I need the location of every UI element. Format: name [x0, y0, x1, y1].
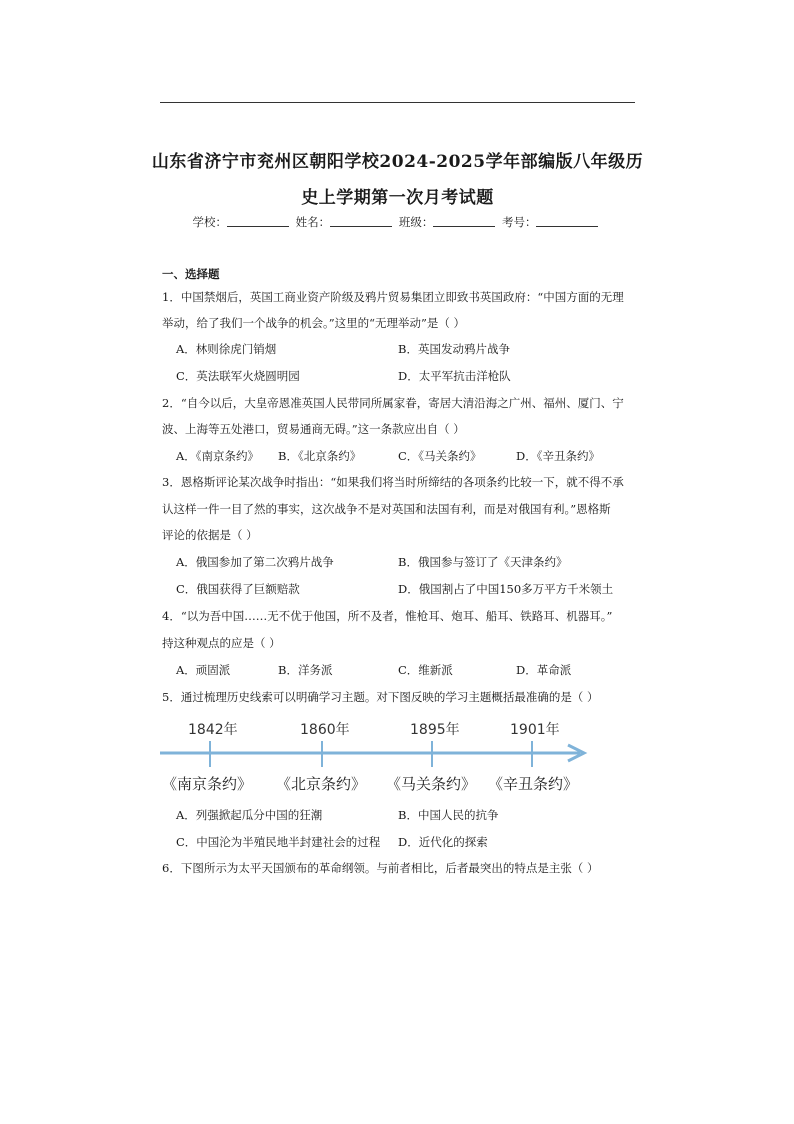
q3-line-2: 认这样一件一目了然的事实，这次战争不是对英国和法国有利，而是对俄国有利。”恩格斯 [162, 502, 611, 516]
q3-line-1: 3．恩格斯评论某次战争时指出：“如果我们将当时所缔结的各项条约比较一下，就不得不承 [162, 475, 624, 489]
number-label: 考号： [501, 215, 537, 229]
q2-option-a[interactable]: A．《南京条约》 [176, 449, 260, 463]
q2-line-2: 波、上海等五处港口，贸易通商无碍。”这一条款应出自（ ） [162, 422, 465, 436]
timeline-year-4: 1901年 [510, 722, 560, 738]
q4-line-1: 4．“以为吾中国……无不优于他国，所不及者，惟枪耳、炮耳、船耳、铁路耳、机器耳。” [162, 609, 613, 623]
header-rule [160, 102, 635, 103]
q3-line-3: 评论的依据是（ ） [162, 528, 258, 542]
q3-option-c[interactable]: C．俄国获得了巨额赔款 [176, 582, 300, 596]
number-blank[interactable] [536, 215, 598, 227]
q2-line-1: 2．“自今以后，大皇帝恩准英国人民带同所属家眷，寄居大清沿海之广州、福州、厦门、宁 [162, 396, 624, 410]
q1-line-2: 举动，给了我们一个战争的机会。”这里的“无理举动”是（ ） [162, 316, 466, 330]
timeline-figure [160, 717, 590, 799]
q1-option-c[interactable]: C．英法联军火烧圆明园 [176, 369, 300, 383]
q4-line-2: 持这种观点的应是（ ） [162, 636, 281, 650]
timeline-treaty-1: 《南京条约》 [162, 775, 253, 793]
school-blank[interactable] [227, 215, 289, 227]
q1-option-a[interactable]: A．林则徐虎门销烟 [176, 342, 277, 356]
q2-option-c[interactable]: C．《马关条约》 [398, 449, 482, 463]
section-title: 一、选择题 [162, 267, 220, 281]
name-label: 姓名： [295, 215, 331, 229]
q3-option-b[interactable]: B．俄国参与签订了《天津条约》 [398, 555, 568, 569]
timeline-year-3: 1895年 [410, 722, 460, 738]
timeline-year-1: 1842年 [188, 722, 238, 738]
timeline-treaty-2: 《北京条约》 [276, 775, 367, 793]
q1-option-b[interactable]: B．英国发动鸦片战争 [398, 342, 510, 356]
timeline-treaty-3: 《马关条约》 [386, 775, 477, 793]
timeline-year-2: 1860年 [300, 722, 350, 738]
q4-option-a[interactable]: A．顽固派 [176, 663, 231, 677]
timeline-treaty-4: 《辛丑条约》 [488, 775, 579, 793]
q2-option-d[interactable]: D．《辛丑条约》 [516, 449, 600, 463]
q5-option-b[interactable]: B．中国人民的抗争 [398, 808, 499, 822]
q5-option-a[interactable]: A．列强掀起瓜分中国的狂潮 [176, 808, 323, 822]
school-label: 学校： [192, 215, 228, 229]
q3-option-d[interactable]: D．俄国割占了中国150多万平方千米领土 [398, 582, 614, 596]
q5-line-1: 5．通过梳理历史线索可以明确学习主题。对下图反映的学习主题概括最准确的是（ ） [162, 690, 599, 704]
student-info-row [0, 214, 794, 230]
q2-option-b[interactable]: B．《北京条约》 [278, 449, 362, 463]
q1-option-d[interactable]: D．太平军抗击洋枪队 [398, 369, 511, 383]
q4-option-c[interactable]: C．维新派 [398, 663, 453, 677]
q4-option-b[interactable]: B．洋务派 [278, 663, 333, 677]
q4-option-d[interactable]: D．革命派 [516, 663, 572, 677]
q5-option-c[interactable]: C．中国沦为半殖民地半封建社会的过程 [176, 835, 381, 849]
class-blank[interactable] [433, 215, 495, 227]
q6-line-1: 6．下图所示为太平天国颁布的革命纲领。与前者相比，后者最突出的特点是主张（ ） [162, 861, 599, 875]
exam-title-line-2: 史上学期第一次月考试题 [301, 188, 494, 208]
q3-option-a[interactable]: A．俄国参加了第二次鸦片战争 [176, 555, 334, 569]
exam-title-line-1: 山东省济宁市兖州区朝阳学校2024-2025学年部编版八年级历 [151, 152, 644, 172]
name-blank[interactable] [330, 215, 392, 227]
class-label: 班级： [398, 215, 434, 229]
q5-option-d[interactable]: D．近代化的探索 [398, 835, 488, 849]
q1-line-1: 1．中国禁烟后，英国工商业资产阶级及鸦片贸易集团立即致书英国政府：“中国方面的无理 [162, 290, 624, 304]
